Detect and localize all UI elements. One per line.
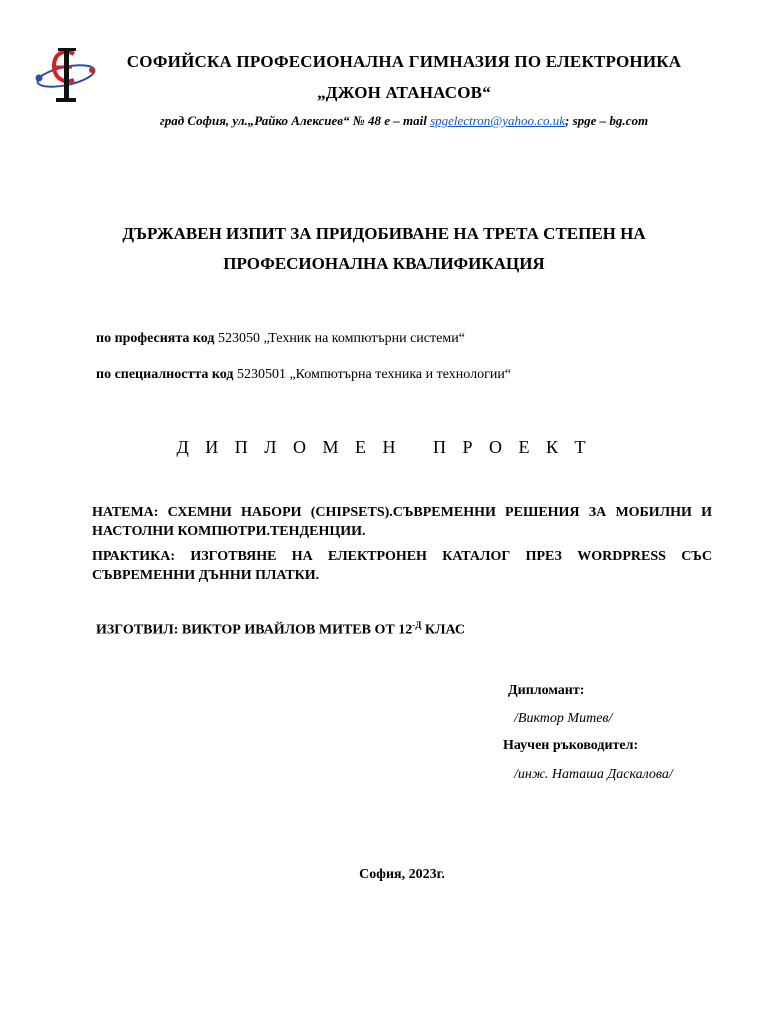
address-prefix: град София, ул.„Райко Алексиев“ № 48 е – mail xyxy=(159,113,431,128)
profession-value: 523050 „Техник на компютърни системи“ xyxy=(214,331,465,346)
author-line xyxy=(96,620,465,639)
profession-label: по професията код xyxy=(96,331,215,346)
exam-title-line1: ДЪРЖАВЕН ИЗПИТ ЗА ПРИДОБИВАНЕ НА ТРЕТА СТЕПЕН НА xyxy=(122,224,646,243)
school-address xyxy=(0,113,768,129)
school-name-line2: „ДЖОН АТАНАСОВ“ xyxy=(317,83,491,102)
address-suffix: ; spge – bg.com xyxy=(565,113,649,128)
specialty-value: 5230501 „Компютърна техника и технологии“ xyxy=(233,367,512,382)
specialty-label: по специалността код xyxy=(96,367,234,382)
graduate-label: Дипломант: xyxy=(508,683,585,698)
author-prefix: ИЗГОТВИЛ: ВИКТОР ИВАЙЛОВ МИТЕВ ОТ 12 xyxy=(96,622,413,638)
author-class-sup: -Д xyxy=(412,620,422,630)
supervisor-name: /инж. Наташа Даскалова/ xyxy=(514,767,673,782)
specialty-line xyxy=(96,367,511,383)
exam-title-line2: ПРОФЕСИОНАЛНА КВАЛИФИКАЦИЯ xyxy=(223,254,545,273)
author-suffix: КЛАС xyxy=(421,622,466,638)
supervisor-label: Научен ръководител: xyxy=(503,738,639,753)
profession-line xyxy=(96,331,465,347)
diploma-title: Д И П Л О М Е Н П Р О Е К Т xyxy=(176,437,592,457)
graduate-name: /Виктор Митев/ xyxy=(514,711,613,726)
topic-theme: НАТЕМА: СХЕМНИ НАБОРИ (CHIPSETS).СЪВРЕМЕННИ РЕШЕНИЯ ЗА МОБИЛНИ И НАСТОЛНИ КОМПЮТРИ.ТЕНДЕНЦИИ. xyxy=(92,505,712,539)
footer-city-year: София, 2023г. xyxy=(359,867,445,882)
school-name-line1: СОФИЙСКА ПРОФЕСИОНАЛНА ГИМНАЗИЯ ПО ЕЛЕКТРОНИКА xyxy=(126,52,682,71)
email-link[interactable]: spgelectron@yahoo.co.uk xyxy=(430,113,566,128)
topic-practice: ПРАКТИКА: ИЗГОТВЯНЕ НА ЕЛЕКТРОНЕН КАТАЛОГ ПРЕЗ WORDPRESS СЪС СЪВРЕМЕННИ ДЪННИ ПЛАТКИ. xyxy=(92,549,712,583)
